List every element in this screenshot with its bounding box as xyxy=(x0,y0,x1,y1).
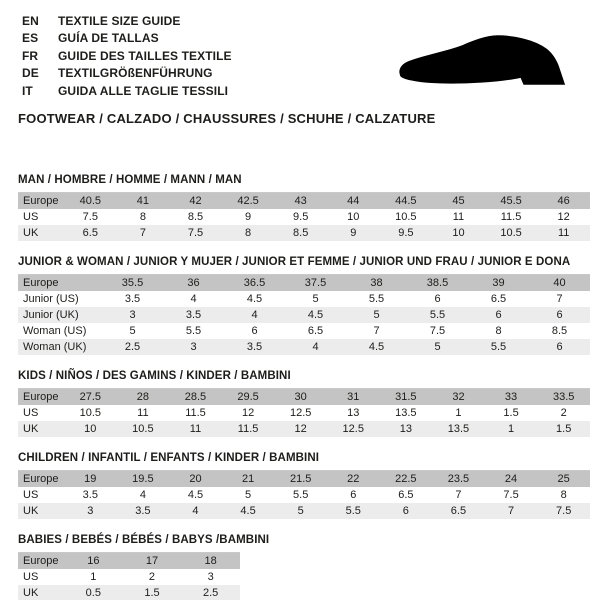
size-cell: 5 xyxy=(434,341,441,354)
size-row xyxy=(18,193,590,210)
size-cell: 5.5 xyxy=(185,325,202,338)
size-cell: 7.5 xyxy=(503,489,519,502)
language-code: ES xyxy=(22,31,39,46)
size-cell: 36.5 xyxy=(243,277,266,290)
table-title-junior-woman: JUNIOR & WOMAN / JUNIOR Y MUJER / JUNIOR ET FEMME / JUNIOR UND FRAU / JUNIOR E DONA xyxy=(18,256,571,269)
size-cell: 4 xyxy=(139,489,146,502)
size-row xyxy=(18,339,590,355)
size-cell: 1.5 xyxy=(556,423,572,436)
language-title: TEXTILE SIZE GUIDE xyxy=(58,14,181,28)
size-cell: 25 xyxy=(557,473,570,486)
size-cell: 5 xyxy=(373,309,380,322)
size-cell: 7 xyxy=(455,489,462,502)
language-code: DE xyxy=(22,66,39,81)
size-cell: 4.5 xyxy=(368,341,385,354)
size-cell: 9.5 xyxy=(293,211,309,224)
size-cell: 33.5 xyxy=(552,391,575,404)
language-row xyxy=(22,13,600,30)
size-cell: 6 xyxy=(556,309,563,322)
size-cell: 27.5 xyxy=(79,391,101,404)
size-cell: 8.5 xyxy=(187,211,204,224)
row-label: Europe xyxy=(23,555,59,568)
size-cell: 11.5 xyxy=(500,211,522,224)
size-cell: 38.5 xyxy=(426,277,449,290)
size-cell: 31 xyxy=(347,391,360,404)
size-cell: 6.5 xyxy=(450,505,467,518)
size-section-junior-woman xyxy=(18,255,600,355)
table-title-kids: KIDS / NIÑOS / DES GAMINS / KINDER / BAMBINI xyxy=(18,370,291,383)
size-cell: 4 xyxy=(312,341,319,354)
size-cell: 7 xyxy=(556,293,563,306)
row-label: Woman (US) xyxy=(23,325,87,338)
size-cell: 7 xyxy=(139,227,146,240)
size-cell: 12 xyxy=(294,423,307,436)
size-cell: 7 xyxy=(507,505,515,518)
row-label: Europe xyxy=(23,391,59,404)
size-section-kids xyxy=(18,369,600,437)
size-cell: 1 xyxy=(507,423,515,436)
size-cell: 10.5 xyxy=(132,423,154,436)
size-cell: 6.5 xyxy=(307,325,324,338)
size-cell: 1 xyxy=(90,571,97,584)
size-cell: 5.5 xyxy=(429,309,446,322)
row-label: US xyxy=(23,571,39,584)
size-cell: 33 xyxy=(504,391,518,404)
size-table-man xyxy=(18,192,590,241)
size-cell: 6 xyxy=(350,489,357,502)
size-cell: 6 xyxy=(495,309,502,322)
language-title: GUIDE DES TAILLES TEXTILE xyxy=(58,48,232,63)
size-cell: 45 xyxy=(452,195,465,208)
size-section-children xyxy=(18,451,600,519)
row-label: UK xyxy=(23,505,39,518)
size-cell: 7 xyxy=(373,325,380,338)
size-cell: 31.5 xyxy=(395,391,417,404)
row-label: UK xyxy=(23,227,39,240)
size-cell: 19.5 xyxy=(132,473,154,486)
size-cell: 3.5 xyxy=(185,309,202,322)
size-cell: 29.5 xyxy=(237,391,259,404)
size-cell: 3 xyxy=(207,571,214,584)
size-cell: 2 xyxy=(560,407,567,420)
size-cell: 5.5 xyxy=(345,505,361,518)
size-cell: 5 xyxy=(312,293,319,306)
size-cell: 10.5 xyxy=(500,227,522,240)
row-label: UK xyxy=(23,587,39,600)
size-cell: 2 xyxy=(148,571,156,584)
size-cell: 7.5 xyxy=(82,211,98,224)
size-cell: 13.5 xyxy=(447,423,470,436)
size-cell: 18 xyxy=(204,555,217,568)
size-row xyxy=(18,225,590,241)
language-code: IT xyxy=(22,83,33,98)
row-label: US xyxy=(23,489,39,502)
size-cell: 6.5 xyxy=(398,489,414,502)
size-cell: 19 xyxy=(84,473,97,486)
size-cell: 9 xyxy=(350,227,357,240)
size-cell: 42.5 xyxy=(237,195,259,208)
size-cell: 1.5 xyxy=(144,587,160,600)
size-row xyxy=(18,275,590,292)
size-cell: 8.5 xyxy=(293,227,309,240)
size-cell: 30 xyxy=(294,391,307,404)
size-cell: 44 xyxy=(347,195,360,208)
size-cell: 20 xyxy=(189,473,202,486)
row-label: US xyxy=(23,407,39,420)
size-cell: 2.5 xyxy=(203,587,219,600)
size-table-junior-woman xyxy=(18,274,590,355)
size-cell: 3 xyxy=(87,505,94,518)
size-cell: 32 xyxy=(452,391,465,404)
size-cell: 12 xyxy=(557,211,570,224)
size-cell: 17 xyxy=(145,555,159,568)
size-cell: 4 xyxy=(251,309,258,322)
size-cell: 38 xyxy=(370,277,383,290)
size-cell: 13 xyxy=(347,407,360,420)
size-cell: 1 xyxy=(455,407,462,420)
row-label: Junior (UK) xyxy=(23,309,79,322)
row-label: Woman (UK) xyxy=(23,341,87,354)
size-cell: 10.5 xyxy=(79,407,101,420)
size-cell: 22 xyxy=(347,473,360,486)
size-cell: 28 xyxy=(136,391,150,404)
size-table-kids xyxy=(18,388,590,437)
size-cell: 9.5 xyxy=(398,227,414,240)
size-cell: 11 xyxy=(137,407,149,420)
size-cell: 11.5 xyxy=(237,423,259,436)
size-cell: 1.5 xyxy=(503,407,519,420)
row-label: UK xyxy=(23,423,39,436)
size-cell: 5.5 xyxy=(293,489,309,502)
row-label: Europe xyxy=(23,473,59,486)
size-row xyxy=(18,421,590,437)
row-label: Europe xyxy=(23,195,59,208)
size-cell: 5.5 xyxy=(490,341,507,354)
size-cell: 37.5 xyxy=(304,277,327,290)
dress-shoe-icon xyxy=(395,33,573,93)
size-cell: 44.5 xyxy=(395,195,417,208)
size-cell: 7.5 xyxy=(187,227,204,240)
size-row xyxy=(18,553,240,570)
size-cell: 8 xyxy=(139,211,146,224)
size-cell: 6.5 xyxy=(490,293,507,306)
size-cell: 7.5 xyxy=(429,325,446,338)
size-cell: 13 xyxy=(399,423,412,436)
size-row xyxy=(18,291,590,307)
table-title-children: CHILDREN / INFANTIL / ENFANTS / KINDER / BAMBINI xyxy=(18,452,320,465)
size-cell: 10 xyxy=(347,211,360,224)
size-cell: 6.5 xyxy=(82,227,98,240)
size-table-children xyxy=(18,470,590,519)
language-code: EN xyxy=(22,14,39,28)
size-cell: 2.5 xyxy=(124,341,141,354)
size-cell: 42 xyxy=(189,195,202,208)
size-cell: 5 xyxy=(129,325,136,338)
header xyxy=(0,0,600,126)
size-cell: 4.5 xyxy=(307,309,324,322)
size-cell: 3.5 xyxy=(246,341,263,354)
size-cell: 0.5 xyxy=(85,587,101,600)
language-code: FR xyxy=(22,48,39,63)
size-cell: 36 xyxy=(187,277,200,290)
size-cell: 8 xyxy=(245,227,252,240)
size-row xyxy=(18,487,590,503)
size-cell: 11 xyxy=(452,211,465,224)
size-row xyxy=(18,209,590,225)
size-cell: 40 xyxy=(553,277,566,290)
size-cell: 6 xyxy=(402,505,409,518)
size-cell: 8 xyxy=(560,489,567,502)
size-tables xyxy=(0,173,600,600)
size-cell: 40.5 xyxy=(79,195,101,208)
size-cell: 41 xyxy=(136,195,150,208)
size-cell: 12 xyxy=(241,407,255,420)
size-cell: 3.5 xyxy=(124,293,141,306)
size-section-man xyxy=(18,173,600,241)
size-cell: 22.5 xyxy=(395,473,417,486)
size-cell: 39 xyxy=(492,277,505,290)
row-label: Junior (US) xyxy=(23,293,79,306)
size-cell: 11.5 xyxy=(185,407,206,420)
size-cell: 23.5 xyxy=(447,473,470,486)
language-title: TEXTILGRÖßENFÜHRUNG xyxy=(58,66,213,81)
size-cell: 5 xyxy=(297,505,304,518)
size-cell: 43 xyxy=(294,195,307,208)
size-cell: 6 xyxy=(556,341,563,354)
size-table-babies xyxy=(18,552,240,600)
table-title-man: MAN / HOMBRE / HOMME / MANN / MAN xyxy=(18,174,242,187)
size-cell: 13.5 xyxy=(395,407,417,420)
language-title: GUIDA ALLE TAGLIE TESSILI xyxy=(58,83,229,98)
size-cell: 21.5 xyxy=(289,473,312,486)
size-cell: 5 xyxy=(245,489,252,502)
size-cell: 8 xyxy=(495,325,502,338)
size-cell: 3.5 xyxy=(135,505,151,518)
table-title-babies: BABIES / BEBÉS / BÉBÉS / BABYS /BAMBINI xyxy=(18,534,270,547)
row-label: Europe xyxy=(23,277,59,290)
size-cell: 4 xyxy=(192,505,199,518)
size-cell: 6 xyxy=(251,325,258,338)
size-cell: 4.5 xyxy=(187,489,204,502)
size-cell: 8.5 xyxy=(551,325,568,338)
size-cell: 3 xyxy=(190,341,197,354)
size-cell: 11 xyxy=(189,423,202,436)
size-cell: 6 xyxy=(434,293,441,306)
size-cell: 5.5 xyxy=(368,293,385,306)
size-cell: 24 xyxy=(504,473,518,486)
size-cell: 45.5 xyxy=(500,195,522,208)
language-title: GUÍA DE TALLAS xyxy=(58,31,159,46)
size-cell: 3 xyxy=(129,309,136,322)
size-row xyxy=(18,307,590,323)
size-cell: 11 xyxy=(557,227,570,240)
size-cell: 10 xyxy=(84,423,97,436)
size-cell: 46 xyxy=(557,195,570,208)
size-cell: 7.5 xyxy=(556,505,572,518)
size-cell: 12.5 xyxy=(289,407,312,420)
size-row xyxy=(18,585,240,600)
size-row xyxy=(18,503,590,519)
size-cell: 4.5 xyxy=(246,293,263,306)
size-section-babies xyxy=(18,533,600,600)
size-cell: 4.5 xyxy=(240,505,256,518)
size-cell: 3.5 xyxy=(82,489,98,502)
size-row xyxy=(18,471,590,488)
row-label: US xyxy=(23,211,39,224)
size-row xyxy=(18,405,590,421)
size-cell: 9 xyxy=(245,211,252,224)
size-cell: 21 xyxy=(241,473,255,486)
size-cell: 10 xyxy=(452,227,465,240)
size-cell: 35.5 xyxy=(121,277,144,290)
size-cell: 10.5 xyxy=(395,211,417,224)
size-cell: 16 xyxy=(87,555,100,568)
size-row xyxy=(18,569,240,585)
size-row xyxy=(18,323,590,339)
size-cell: 28.5 xyxy=(184,391,207,404)
category-title: FOOTWEAR / CALZADO / CHAUSSURES / SCHUHE / CALZATURE xyxy=(18,111,436,127)
size-row xyxy=(18,389,590,406)
size-cell: 4 xyxy=(190,293,197,306)
size-cell: 12.5 xyxy=(342,423,364,436)
